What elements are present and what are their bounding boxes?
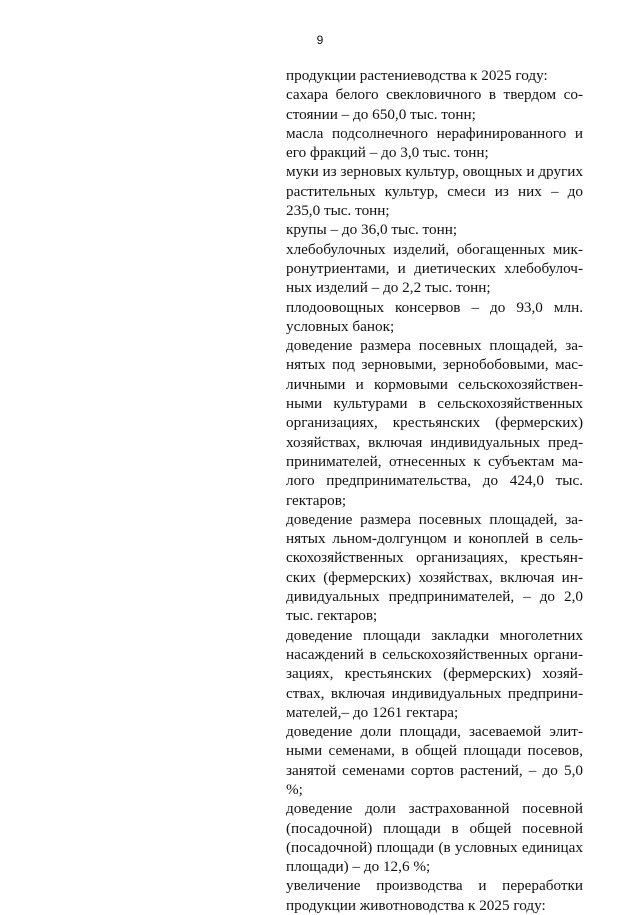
paragraph-bakery-products: хлебобулочных изделий, обогащенных микронутриентами, и диетических хлебобулочных изделий – до 2,2 тыс. тонн; (286, 240, 583, 297)
paragraph-crop-production-intro: продукции растениеводства к 2025 году: (286, 67, 548, 84)
paragraph-sunflower-oil: масла подсолнечного нерафинированного и его фракций – до 3,0 тыс. тонн; (286, 124, 583, 162)
paragraph-perennial-plantings: доведение площади закладки многолетних насаждений в сельскохозяйственных организациях, крестьянских (фермерских) хозяйствах, включая индивидуальных предпринимателей,– до 1261 гектара; (286, 626, 583, 721)
paragraph-flour: муки из зерновых культур, овощных и других растительных культур, смеси из них – до 235,0 тыс. тонн; (286, 163, 583, 220)
paragraph-livestock-production-intro: увеличение производства и переработки продукции животноводства к 2025 году: (286, 877, 583, 914)
page-number: 9 (316, 33, 324, 47)
paragraph-flax-hemp-area: доведение размера посевных площадей, занятых льном-долгунцом и коноплей в сельскохозяйственных организациях, крестьянских (фермерских) хозяйствах, включая индивидуальных предпринимателей, – до 2,0 тыс. гектаров; (286, 510, 583, 625)
paragraph-canned-fruit-vegetables: плодоовощных консервов – до 93,0 млн. условных банок; (286, 298, 583, 335)
paragraph-insured-area-share: доведение доли застрахованной посевной (посадочной) площади в общей посевной (посадочной) площади (в условных единицах площади) – до 12,6 %; (286, 800, 583, 876)
document-body (286, 66, 583, 915)
paragraph-white-beet-sugar: сахара белого свекловичного в твердом состоянии – до 650,0 тыс. тонн; (286, 86, 583, 123)
paragraph-grain-sown-area: доведение размера посевных площадей, занятых под зерновыми, зернобобовыми, масличными и кормовыми сельскохозяйственными культурами в сельскохозяйственных организациях, крестьянских (фермерских) хозяйствах, включая индивидуальных предпринимателей, отнесенных к субъектам малого предпринимательства, до 424,0 тыс. гектаров; (286, 337, 583, 509)
paragraph-groats: крупы – до 36,0 тыс. тонн; (286, 221, 458, 239)
paragraph-elite-seeds-share: доведение доли площади, засеваемой элитными семенами, в общей площади посевов, занятой семенами сортов растений, – до 5,0 %; (286, 723, 583, 798)
